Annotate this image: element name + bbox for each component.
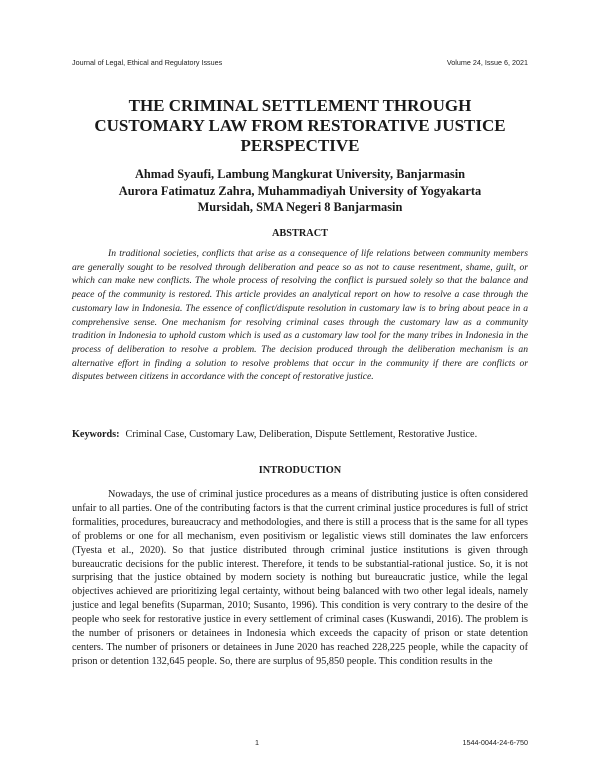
page-number: 1	[255, 738, 259, 747]
author-line: Mursidah, SMA Negeri 8 Banjarmasin	[197, 200, 403, 215]
abstract-heading: ABSTRACT	[271, 228, 329, 239]
author-list	[72, 166, 528, 216]
volume-issue: Volume 24, Issue 6, 2021	[446, 58, 528, 67]
keywords-label: Keywords:	[72, 429, 120, 440]
introduction-heading: INTRODUCTION	[258, 465, 342, 476]
introduction-text: Nowadays, the use of criminal justice procedures as a means of distributing justice is often considered unfair to all parties. One of the contributing factors is that the current criminal justice procedures is full of strict formalities, procedures, bureaucracy and methodologies, and there is still a process that is the same for all types of problems or one for all mechanism, even positivism or legalistic views still dominates the law enforcers (Tyesta et al., 2020). So that justice distributed through criminal justice institutions is given through bureaucratic decisions for the public interest. Therefore, it tends to be substantial-rational justice. So, it is not surprising that the justice obtained by modern society is nothing but bureaucratic justice, while the legal objectives achieved are prioritizing legal certainty, without being balanced with two other legal ideals, namely justice and legal benefits (Suparman, 2010; Susanto, 1996). This condition is very contrary to the desire of the people who seek for restorative justice in every settlement of criminal cases (Kuswandi, 2016). The problem is the number of prisoners or detainees in Indonesia which exceeds the capacity of prison or state detention centers. The number of prisoners or detainees in June 2020 has reached 228,225 people, while the capacity of prison or detention 132,645 people. So, there are surplus of 95,850 people. This condition results in the	[72, 489, 528, 667]
article-code: 1544-0044-24-6-750	[462, 738, 528, 747]
keywords-text: Criminal Case, Customary Law, Deliberation, Dispute Settlement, Restorative Justice.	[125, 429, 478, 440]
journal-name: Journal of Legal, Ethical and Regulatory Issues	[72, 58, 223, 67]
keywords	[72, 428, 528, 441]
paper-title: THE CRIMINAL SETTLEMENT THROUGH CUSTOMARY LAW FROM RESTORATIVE JUSTICE PERSPECTIVE	[94, 96, 506, 155]
author-line: Aurora Fatimatuz Zahra, Muhammadiyah University of Yogyakarta	[118, 183, 482, 198]
author-line: Ahmad Syaufi, Lambung Mangkurat University, Banjarmasin	[134, 167, 466, 181]
abstract-text: In traditional societies, conflicts that arise as a consequence of life relations between community members are generally sought to be resolved through deliberation and peace so as not to cause resentment, shame, guilt, or which can make new conflicts. The whole process of resolving the conflict is pursued solely so that the balance and peace of the community is restored. This article provides an analytical report on how to resolve a case through the customary law in Indonesia. The essence of conflict/dispute resolution in customary law is to bring about peace in a comprehensive sense. One mechanism for resolving criminal cases through the customary law as a community tradition in Indonesia to uphold custom which is used as a customary law tool for the many tribes in Indonesia in the process of deliberation to resolve a problem. The decision produced through the deliberation mechanism is an alternative effort in finding a solution to resolve problems that occur in the community if there are conflicts or disputes between citizens in accordance with the concept of restorative justice.	[72, 248, 528, 383]
